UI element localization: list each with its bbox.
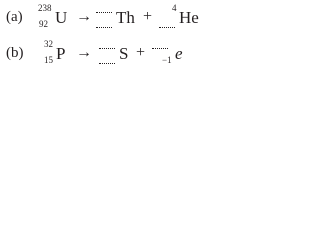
mass-number: 238 <box>38 3 52 13</box>
atomic-number: 92 <box>39 19 48 29</box>
equation-b <box>0 36 218 72</box>
blank-mass-number <box>152 47 168 49</box>
blank-mass-number <box>99 47 115 49</box>
mass-number: 4 <box>172 3 177 13</box>
blank-mass-number <box>96 11 112 13</box>
plus-sign: + <box>136 44 146 61</box>
mass-number: 32 <box>44 39 53 49</box>
reaction-arrow: → <box>76 44 92 61</box>
element-symbol: He <box>179 8 199 27</box>
reactant-nuclide <box>44 40 104 68</box>
atomic-number: −1 <box>162 55 172 65</box>
element-symbol: e <box>175 44 183 63</box>
blank-atomic-number <box>159 26 175 28</box>
blank-atomic-number <box>99 62 115 64</box>
plus-sign: + <box>143 8 153 25</box>
equation-label: (a) <box>6 9 23 25</box>
equation-a <box>0 0 218 36</box>
blank-atomic-number <box>96 26 112 28</box>
equation-label: (b) <box>6 45 24 61</box>
element-symbol: U <box>55 8 68 27</box>
element-symbol: Th <box>116 8 135 27</box>
product-nuclide <box>150 40 210 68</box>
element-symbol: S <box>119 44 129 63</box>
atomic-number: 15 <box>44 55 53 65</box>
element-symbol: P <box>56 44 66 63</box>
product-nuclide <box>155 4 215 32</box>
reaction-arrow: → <box>76 8 92 25</box>
